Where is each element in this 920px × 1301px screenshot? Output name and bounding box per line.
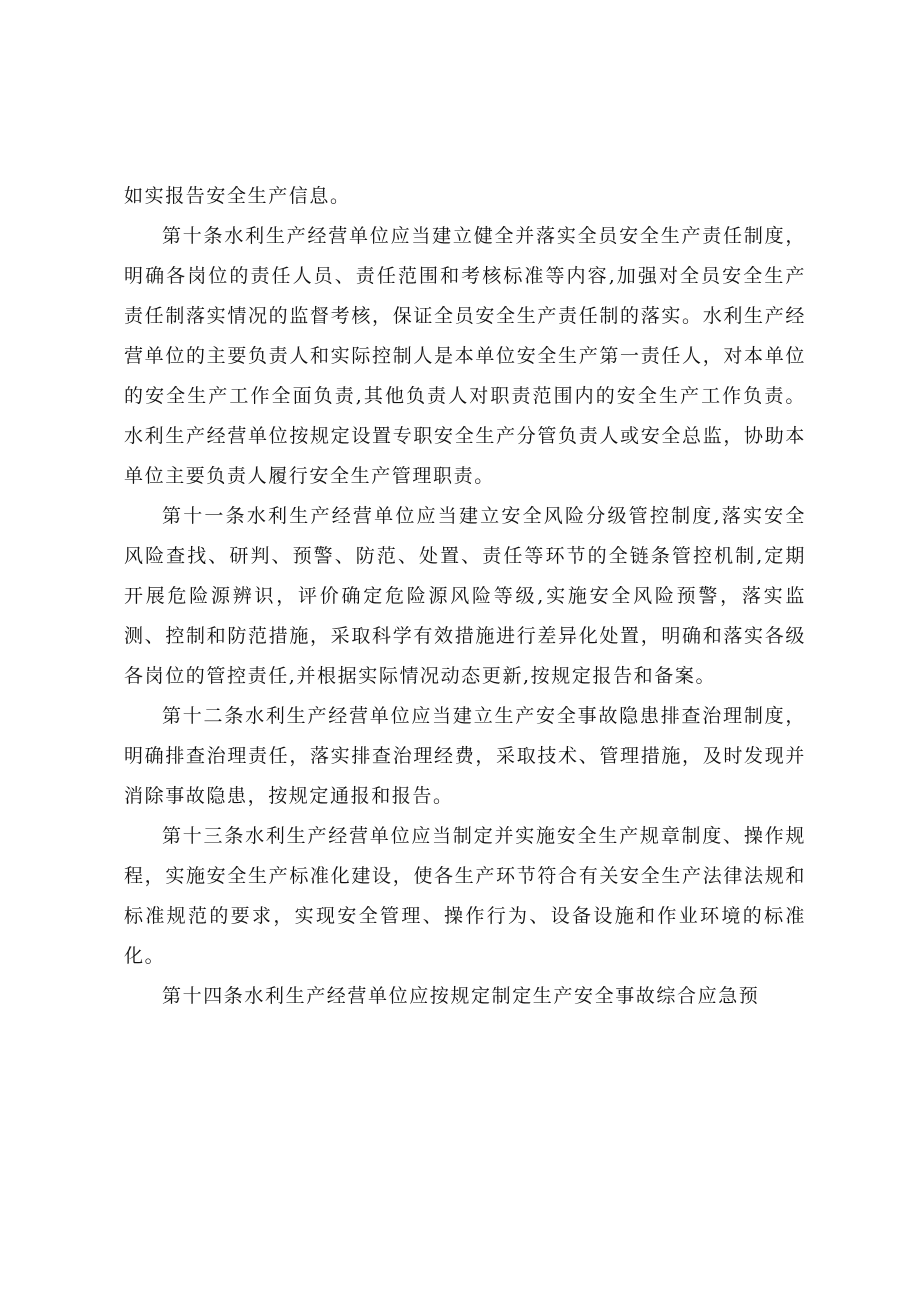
paragraph-article-11: 第十一条水利生产经营单位应当建立安全风险分级管控制度,落实安全风险查找、研判、预警、防范、处置、责任等环节的全链条管控机制,定期开展危险源辨识，评价确定危险源风险等级,实施安全风险预警，落实监测、控制和防范措施，采取科学有效措施进行差异化处置，明确和落实各级各岗位的管控责任,并根据实际情况动态更新,按规定报告和备案。	[124, 505, 806, 687]
paragraph-article-13: 第十三条水利生产经营单位应当制定并实施安全生产规章制度、操作规程，实施安全生产标准化建设，使各生产环节符合有关安全生产法律法规和标准规范的要求，实现安全管理、操作行为、设备设施和作业环境的标准化。	[124, 825, 806, 967]
paragraph-continuation: 如实报告安全生产信息。	[124, 185, 351, 207]
paragraph-article-10: 第十条水利生产经营单位应当建立健全并落实全员安全生产责任制度，明确各岗位的责任人员、责任范围和考核标准等内容,加强对全员安全生产责任制落实情况的监督考核，保证全员安全生产责任制的落实。水利生产经营单位的主要负责人和实际控制人是本单位安全生产第一责任人，对本单位的安全生产工作全面负责,其他负责人对职责范围内的安全生产工作负责。水利生产经营单位按规定设置专职安全生产分管负责人或安全总监，协助本单位主要负责人履行安全生产管理职责。	[124, 225, 806, 487]
paragraph-article-14: 第十四条水利生产经营单位应按规定制定生产安全事故综合应急预	[162, 985, 760, 1007]
paragraph-article-12: 第十二条水利生产经营单位应当建立生产安全事故隐患排查治理制度，明确排查治理责任，落实排查治理经费，采取技术、管理措施，及时发现并消除事故隐患，按规定通报和报告。	[124, 705, 806, 807]
document-page	[124, 176, 806, 1016]
